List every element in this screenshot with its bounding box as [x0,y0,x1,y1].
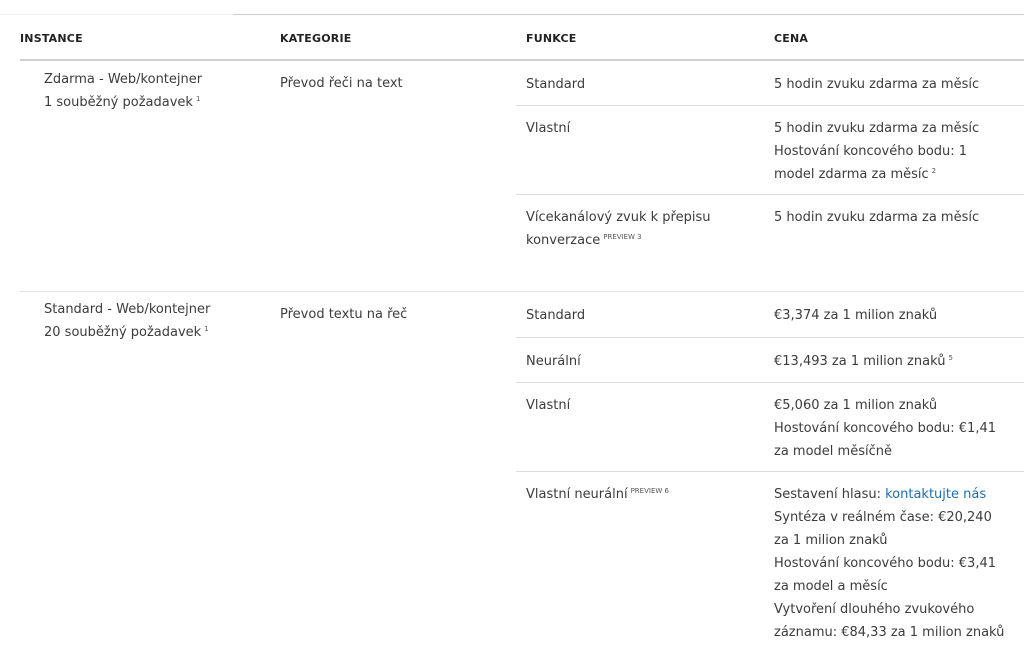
function-line: konverzace $^{PREVIEW 3}$ [526,232,642,248]
price-multichannel: 5 hodin zvuku zdarma za měsíc [774,210,980,225]
price-custom-stt [774,117,979,186]
price-neural: €13,493 za 1 milion znaků $^5$ [774,353,953,369]
price-line: za model měsíčně [774,444,892,459]
function-custom-tts: Vlastní [526,398,571,413]
price-line: Hostování koncového bodu: 1 [774,144,968,159]
price-line: záznamu: €84,33 za 1 milion znaků [774,625,1005,640]
function-standard: Standard [526,77,586,92]
price-line: model zdarma za měsíc $^2$ [774,166,937,182]
function-multichannel [526,206,710,252]
instance-free-concurrency: 1 souběžný požadavek $^1$ [44,94,201,110]
price-line: Hostování koncového bodu: €1,41 [774,421,996,436]
header-function[interactable]: FUNKCE [526,32,577,45]
instance-standard-concurrency: 20 souběžný požadavek $^1$ [44,324,209,340]
price-custom-neural [774,483,1004,644]
instance-standard [44,298,210,344]
function-neural: Neurální [526,354,581,369]
header-price[interactable]: CENA [774,32,809,45]
function-line: Vícekanálový zvuk k přepisu [526,210,711,225]
header-rule [20,59,1024,61]
row-divider [516,382,1024,383]
preview-badge[interactable]: PREVIEW 3 [603,232,642,241]
function-standard-tts: Standard [526,308,586,323]
row-divider [516,471,1024,472]
category-speech-to-text: Převod řeči na text [280,76,403,91]
price-line: 5 hodin zvuku zdarma za měsíc [774,121,980,136]
header-instance[interactable]: INSTANCE [20,32,83,45]
contact-us-link[interactable]: kontaktujte nás [885,487,987,502]
price-line: Hostování koncového bodu: €3,41 [774,556,996,571]
instance-free-name: Zdarma - Web/kontejner [44,72,203,87]
price-standard-stt: 5 hodin zvuku zdarma za měsíc [774,77,980,92]
price-line: Vytvoření dlouhého zvukového [774,602,975,617]
price-line: Syntéza v reálném čase: €20,240 [774,510,992,525]
row-divider [516,337,1024,338]
group-divider [20,291,1024,292]
price-custom-tts [774,394,996,463]
price-line: za 1 milion znaků [774,533,888,548]
row-divider [516,194,1024,195]
footnote-1[interactable]: 1 [204,324,209,333]
category-text-to-speech: Převod textu na řeč [280,307,408,322]
price-line: Sestavení hlasu: kontaktujte nás [774,487,987,502]
top-rule [0,14,233,15]
price-line: €5,060 za 1 milion znaků [774,398,938,413]
instance-standard-name: Standard - Web/kontejner [44,302,211,317]
row-divider [516,105,1024,106]
footnote-1[interactable]: 1 [195,94,201,103]
top-rule-right [233,14,1024,15]
instance-free [44,68,202,114]
header-category[interactable]: KATEGORIE [280,32,352,45]
preview-badge[interactable]: PREVIEW 6 [630,486,669,495]
footnote-5[interactable]: 5 [948,353,953,362]
footnote-2[interactable]: 2 [931,166,937,175]
price-line: za model a měsíc [774,579,888,594]
function-custom-neural: Vlastní neurální $^{PREVIEW 6}$ [526,486,669,502]
price-standard-tts: €3,374 za 1 milion znaků [774,308,938,323]
function-custom: Vlastní [526,121,571,136]
